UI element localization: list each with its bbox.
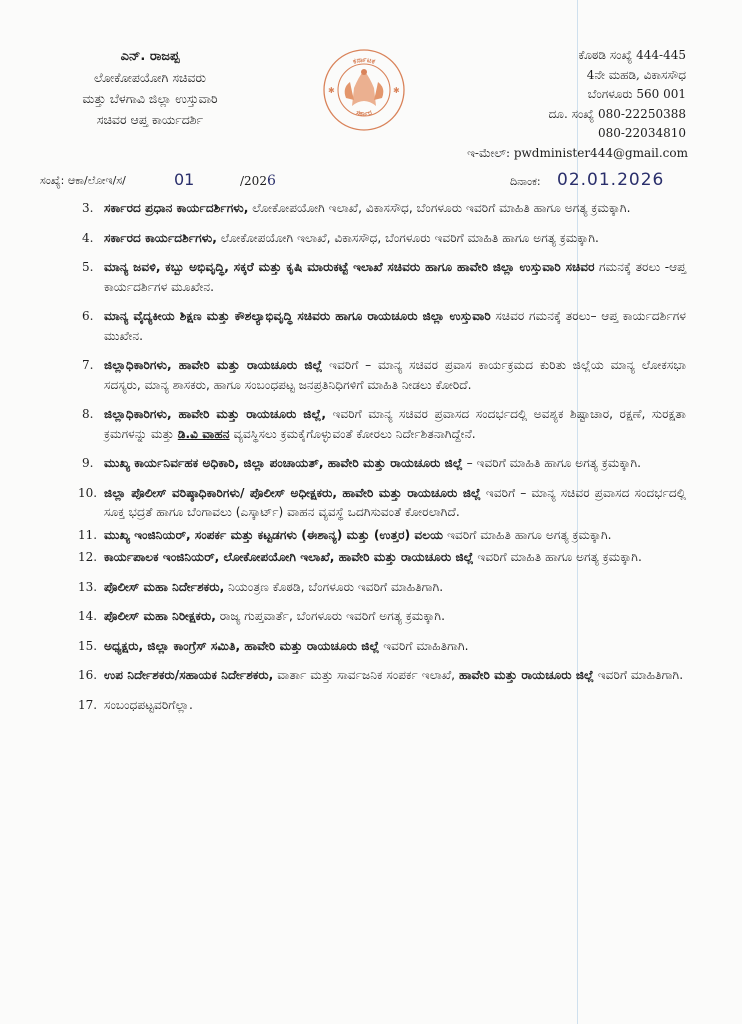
list-item xyxy=(82,454,686,474)
item-text: ಲೋಕೋಪಯೋಗಿ ಇಲಾಖೆ, ವಿಕಾಸಸೌಧ, ಬೆಂಗಳೂರು ಇವರಿಗೆ ಮಾಹಿತಿ ಹಾಗೂ ಅಗತ್ಯ ಕ್ರಮಕ್ಕಾಗಿ. xyxy=(248,201,631,215)
item-text-continued: ಇವರಿಗೆ ಮಾಹಿತಿಗಾಗಿ. xyxy=(593,668,684,682)
item-recipient-continued: ಹಾವೇರಿ ಮತ್ತು ರಾಯಚೂರು ಜಿಲ್ಲೆ xyxy=(458,668,594,682)
item-recipient: ಸರ್ಕಾರದ ಪ್ರಧಾನ ಕಾರ್ಯದರ್ಶಿಗಳು, xyxy=(104,201,249,215)
item-recipient: ಪೊಲೀಸ್ ಮಹಾ ನಿರೀಕ್ಷಕರು, xyxy=(104,609,216,623)
item-text: ಸಚಿವರ ಗಮನಕ್ಕೆ ತರಲು– ಆಪ್ತ ಕಾರ್ಯದರ್ಶಿಗಳ ಮುಖೇನ. xyxy=(104,309,686,343)
item-recipient: ಮುಖ್ಯ ಕಾರ್ಯನಿರ್ವಹಕ ಅಧಿಕಾರಿ, ಜಿಲ್ಲಾ ಪಂಚಾಯತ್, ಹಾವೇರಿ ಮತ್ತು ರಾಯಚೂರು ಜಿಲ್ಲೆ xyxy=(104,456,463,470)
svg-text:ಸರ್ಕಾರ: ಸರ್ಕಾರ xyxy=(355,108,373,118)
svg-text:ಕರ್ನಾಟಕ: ಕರ್ನಾಟಕ xyxy=(351,55,377,66)
office-phone-1: ದೂ. ಸಂಖ್ಯೆ 080-22250388 xyxy=(548,106,686,121)
recipient-list xyxy=(78,199,687,725)
reference-year xyxy=(240,173,276,189)
item-number: 17. xyxy=(78,697,98,712)
item-text: ಇವರಿಗೆ – ಮಾನ್ಯ ಸಚಿವರ ಪ್ರವಾಸ ಕಾರ್ಯಕ್ರಮದ ಕುರಿತು ಜಿಲ್ಲೆಯ ಮಾನ್ಯ ಲೋಕಸಭಾ ಸದಸ್ಯರು, ಮಾನ್ಯ ಶಾಸಕರು, ಹಾಗೂ ಸಂಬಂಧಪಟ್ಟ ಜನಪ್ರತಿನಿಧಿಗಳಿಗೆ ಮಾಹಿತಿ ನೀಡಲು ಕೋರಿದೆ. xyxy=(104,358,686,392)
reference-label: ಸಂಖ್ಯೆ: ಆಕಾ/ಲೋಇ/ಸ/ xyxy=(40,174,126,187)
list-item xyxy=(82,258,686,297)
item-number: 5. xyxy=(82,260,94,274)
item-recipient: ಜಿಲ್ಲಾ ಪೊಲೀಸ್ ವರಿಷ್ಠಾಧಿಕಾರಿಗಳು/ ಪೊಲೀಸ್ ಅಧೀಕ್ಷಕರು, ಹಾವೇರಿ ಮತ್ತು ರಾಯಚೂರು ಜಿಲ್ಲೆ xyxy=(104,485,481,500)
item-recipient: ಜಿಲ್ಲಾಧಿಕಾರಿಗಳು, ಹಾವೇರಿ ಮತ್ತು ರಾಯಚೂರು ಜಿಲ್ಲೆ, xyxy=(104,407,326,421)
item-recipient: ಜಿಲ್ಲಾಧಿಕಾರಿಗಳು, ಹಾವೇರಿ ಮತ್ತು ರಾಯಚೂರು ಜಿಲ್ಲೆ xyxy=(104,358,323,372)
list-item xyxy=(78,637,686,657)
list-item xyxy=(78,607,686,627)
list-item xyxy=(82,199,686,219)
reference-year-handwritten-digit: 6 xyxy=(266,173,276,189)
item-recipient: ಅಧ್ಯಕ್ಷರು, ಜಿಲ್ಲಾ ಕಾಂಗ್ರೆಸ್ ಸಮಿತಿ, ಹಾವೇರಿ ಮತ್ತು ರಾಯಚೂರು ಜಿಲ್ಲೆ xyxy=(104,638,380,653)
item-text: ರಾಜ್ಯ ಗುಪ್ತವಾರ್ತೆ, ಬೆಂಗಳೂರು ಇವರಿಗೆ ಅಗತ್ಯ ಕ್ರಮಕ್ಕಾಗಿ. xyxy=(215,609,445,623)
item-text: ಗಮನಕ್ಕೆ ತರಲು -ಆಪ್ತ ಕಾರ್ಯದರ್ಶಿಗಳ ಮೂಖೇನ. xyxy=(104,260,687,294)
item-number: 12. xyxy=(78,550,98,564)
item-text: ಇವರಿಗೆ ಮಾಹಿತಿ ಹಾಗೂ ಅಗತ್ಯ ಕ್ರಮಕ್ಕಾಗಿ. xyxy=(443,527,612,542)
list-item xyxy=(82,356,686,395)
item-text: ನಿಯಂತ್ರಣ ಕೊಠಡಿ, ಬೆಂಗಳೂರು ಇವರಿಗೆ ಮಾಹಿತಿಗಾಗಿ. xyxy=(224,579,444,594)
office-email[interactable]: ಇ-ಮೇಲ್: pwdminister444@gmail.com xyxy=(467,145,688,160)
sender-title-line-2: ಮತ್ತು ಬೆಳಗಾವಿ ಜಿಲ್ಲಾ ಉಸ್ತುವಾರಿ xyxy=(82,91,218,106)
list-item xyxy=(82,307,686,346)
item-text-continued: ವ್ಯವಸ್ಥಿಸಲು ಕ್ರಮಕೈಗೊಳ್ಳುವಂತೆ ಕೋರಲು ನಿರ್ದೇಶಿತನಾಗಿದ್ದೇನೆ. xyxy=(229,426,476,441)
svg-text:✱: ✱ xyxy=(393,86,400,95)
sender-title-line-1: ಲೋಕೋಪಯೋಗಿ ಸಚಿವರು xyxy=(94,70,206,85)
item-text: ಸಂಬಂಧಪಟ್ಟವರಿಗೆಲ್ಲಾ. xyxy=(104,697,193,712)
list-item xyxy=(82,405,686,444)
item-text: ವಾರ್ತಾ ಮತ್ತು ಸಾರ್ವಜನಿಕ ಸಂಪರ್ಕ ಇಲಾಖೆ, xyxy=(273,668,459,682)
item-text: ಇವರಿಗೆ ಮಾಹಿತಿಗಾಗಿ. xyxy=(379,638,469,653)
item-recipient: ಸರ್ಕಾರದ ಕಾರ್ಯದರ್ಶಿಗಳು, xyxy=(104,230,217,245)
list-item xyxy=(78,484,687,523)
item-text: ಇವರಿಗೆ ಮಾನ್ಯ ಸಚಿವರ ಪ್ರವಾಸದ ಸಂದರ್ಭದಲ್ಲಿ ಅವಶ್ಯಕ ಶಿಷ್ಟಾಚಾರ, ರಕ್ಷಣೆ, ಸುರಕ್ಷತಾ ಕ್ರಮಗಳನ್ನು ಮತ್ತು xyxy=(104,407,686,441)
item-number: 10. xyxy=(78,485,98,500)
item-recipient: ಮಾನ್ಯ ಜವಳಿ, ಕಬ್ಬು ಅಭಿವೃದ್ಧಿ, ಸಕ್ಕರೆ ಮತ್ತು ಕೃಷಿ ಮಾರುಕಟ್ಟೆ ಇಲಾಖೆ ಸಚಿವರು ಹಾಗೂ ಹಾವೇರಿ ಜಿಲ್ಲಾ ಉಸ್ತುವಾರಿ ಸಚಿವರ xyxy=(104,260,595,274)
office-floor: 4ನೇ ಮಹಡಿ, ವಿಕಾಸಸೌಧ xyxy=(586,67,686,82)
item-number: 11. xyxy=(78,527,98,542)
item-text: ಲೋಕೋಪಯೋಗಿ ಇಲಾಖೆ, ವಿಕಾಸಸೌಧ, ಬೆಂಗಳೂರು ಇವರಿಗೆ ಮಾಹಿತಿ ಹಾಗೂ ಅಗತ್ಯ ಕ್ರಮಕ್ಕಾಗಿ. xyxy=(216,230,599,245)
office-city: ಬೆಂಗಳೂರು 560 001 xyxy=(587,87,686,101)
svg-text:✱: ✱ xyxy=(328,86,335,95)
item-text: ಇವರಿಗೆ – ಮಾನ್ಯ ಸಚಿವರ ಪ್ರವಾಸದ ಸಂದರ್ಭದಲ್ಲಿ ಸೂಕ್ತ ಭದ್ರತೆ ಹಾಗೂ ಬೆಂಗಾವಲು (ಎಸ್ಕಾರ್ಟ್) ವಾಹನ ವ್ಯವಸ್ಥೆ ಒದಗಿಸುವಂತೆ ಕೋರಲಾಗಿದೆ. xyxy=(104,485,687,519)
reference-row xyxy=(40,170,680,192)
list-item xyxy=(78,696,686,716)
item-number: 15. xyxy=(78,638,98,653)
sender-name: ಎನ್. ರಾಜಪ್ಪ xyxy=(120,49,180,64)
item-text: ಇವರಿಗೆ ಮಾಹಿತಿ ಹಾಗೂ ಅಗತ್ಯ ಕ್ರಮಕ್ಕಾಗಿ. xyxy=(473,550,642,564)
sender-title-line-3: ಸಚಿವರ ಆಪ್ತ ಕಾರ್ಯದರ್ಶಿ xyxy=(96,112,204,127)
reference-number: 01 xyxy=(174,170,195,189)
list-item xyxy=(78,526,686,546)
list-item xyxy=(78,548,686,568)
date-value: 02.01.2026 xyxy=(557,170,665,190)
item-recipient: ಪೊಲೀಸ್ ಮಹಾ ನಿರ್ದೇಶಕರು, xyxy=(104,579,225,594)
item-recipient: ಕಾರ್ಯಪಾಲಕ ಇಂಜಿನಿಯರ್, ಲೋಕೋಪಯೋಗಿ ಇಲಾಖೆ, ಹಾವೇರಿ ಮತ್ತು ರಾಯಚೂರು ಜಿಲ್ಲೆ xyxy=(104,550,474,564)
list-item xyxy=(78,578,686,598)
item-recipient: ಮಾನ್ಯ ವೈದ್ಯಕೀಯ ಶಿಕ್ಷಣ ಮತ್ತು ಕೌಶಲ್ಯಾಭಿವೃದ್ಧಿ ಸಚಿವರು ಹಾಗೂ ರಾಯಚೂರು ಜಿಲ್ಲಾ ಉಸ್ತುವಾರಿ xyxy=(104,309,491,323)
item-number: 7. xyxy=(82,358,94,372)
item-number: 8. xyxy=(82,407,94,421)
office-phone-2: 080-22034810 xyxy=(597,126,686,140)
item-number: 3. xyxy=(82,201,94,215)
item-number: 4. xyxy=(82,230,94,245)
government-seal-emblem-icon xyxy=(322,48,406,132)
list-item xyxy=(82,229,686,249)
item-number: 9. xyxy=(82,456,94,470)
letterhead-right xyxy=(426,46,686,163)
item-text: – ಇವರಿಗೆ ಮಾಹಿತಿ ಹಾಗೂ ಅಗತ್ಯ ಕ್ರಮಕ್ಕಾಗಿ. xyxy=(462,456,641,470)
office-room: ಕೊಠಡಿ ಸಂಖ್ಯೆ 444-445 xyxy=(578,48,686,62)
date-label: ದಿನಾಂಕ: xyxy=(510,175,541,188)
item-recipient: ಉಪ ನಿರ್ದೇಶಕರು/ಸಹಾಯಕ ನಿರ್ದೇಶಕರು, xyxy=(104,668,274,682)
item-number: 14. xyxy=(78,609,98,623)
item-recipient: ಮುಖ್ಯ ಇಂಜಿನಿಯರ್, ಸಂಪರ್ಕ ಮತ್ತು ಕಟ್ಟಡಗಳು (ಈಶಾನ್ಯ) ಮತ್ತು (ಉತ್ತರ) ವಲಯ xyxy=(104,527,444,542)
item-underlined-text: ಡಿ.ವಿ ವಾಹನ xyxy=(177,426,230,441)
item-number: 16. xyxy=(78,668,98,682)
item-number: 6. xyxy=(82,309,94,323)
reference-year-prefix: /202 xyxy=(240,174,267,188)
item-number: 13. xyxy=(78,579,98,594)
letterhead-left xyxy=(40,46,260,130)
list-item xyxy=(78,666,686,686)
